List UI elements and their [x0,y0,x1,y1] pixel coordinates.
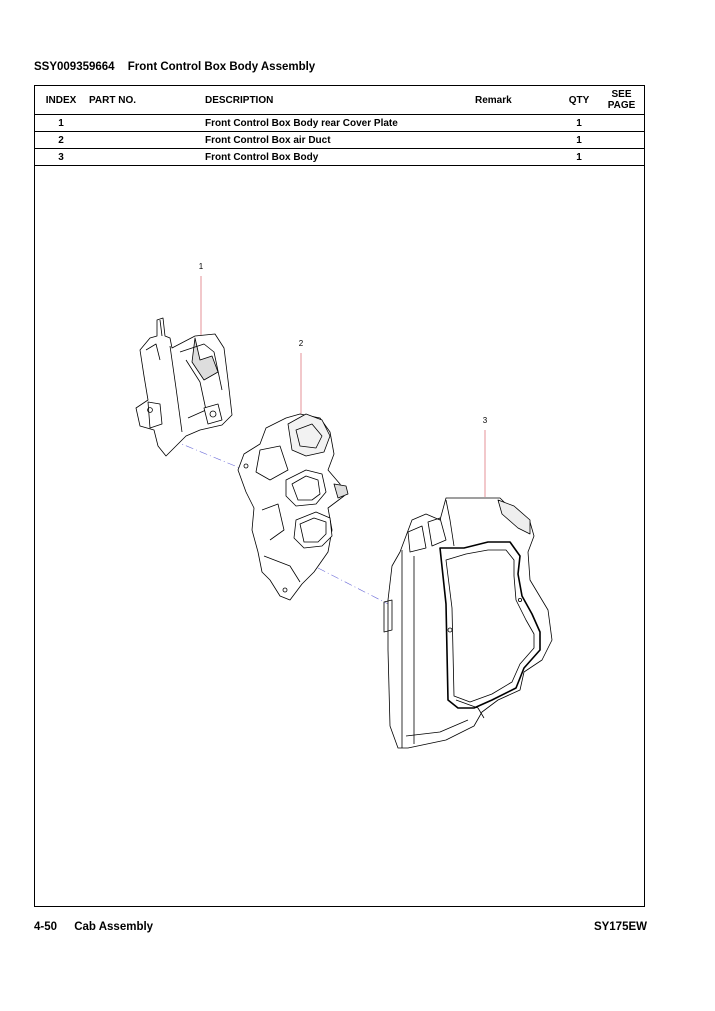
row-qty: 1 [559,115,599,132]
section-name: Cab Assembly [74,921,154,933]
row-index: 1 [35,115,87,132]
see-page-label: SEE PAGE [607,89,636,111]
page-number: 4-50 [34,921,58,933]
col-description-header: DESCRIPTION [205,86,475,115]
row-qty: 1 [559,149,599,166]
row-description: Front Control Box Body rear Cover Plate [205,115,475,132]
row-index: 2 [35,132,87,149]
callout-1: 1 [198,262,204,271]
part-2-air-duct [238,414,348,600]
row-description: Front Control Box Body [205,149,475,166]
axis-line-1-2 [172,440,240,468]
row-qty: 1 [559,132,599,149]
model-name: SY175EW [593,921,647,933]
page-footer [34,921,153,933]
callout-3: 3 [482,416,488,425]
callout-2: 2 [298,339,304,348]
assembly-title: Front Control Box Body Assembly [127,61,316,73]
col-part-no-header: PART NO. [87,86,205,115]
part-1-rear-cover-plate [136,318,232,456]
row-description: Front Control Box air Duct [205,132,475,149]
row-index: 3 [35,149,87,166]
assembly-part-number: SSY009359664 [34,61,115,73]
col-index-header: INDEX [35,86,87,115]
col-remark-header: Remark [475,86,559,115]
col-qty-header: QTY [559,86,599,115]
axis-line-2-3 [318,568,392,606]
part-3-control-box-body [384,498,552,748]
